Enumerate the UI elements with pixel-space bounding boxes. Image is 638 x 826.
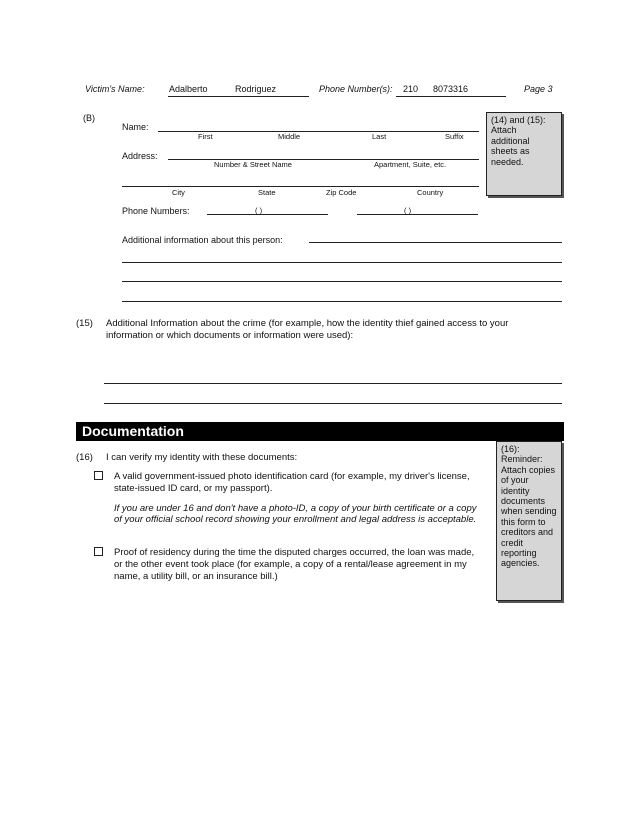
- option1-line2: state-issued ID card, or my passport).: [114, 483, 273, 494]
- proof-of-residency-checkbox[interactable]: [94, 547, 103, 556]
- additional-info-label: Additional information about this person:: [122, 235, 283, 245]
- option2-line2: or the other event took place (for example, a copy of a rental/lease agreement in my: [114, 559, 467, 570]
- phone-paren-2: ( ): [404, 206, 412, 215]
- city-state-field[interactable]: [122, 186, 479, 187]
- item-16-number: (16): [76, 452, 93, 463]
- photo-id-checkbox[interactable]: [94, 471, 103, 480]
- page-number: Page 3: [524, 84, 553, 94]
- additional-info-field-4[interactable]: [122, 301, 562, 302]
- option1-line1: A valid government-issued photo identification card (for example, my driver's license,: [114, 471, 470, 482]
- name-sublabel-suffix: Suffix: [445, 132, 464, 141]
- victim-name-underline: [168, 96, 309, 97]
- sublabel-state: State: [258, 188, 276, 197]
- additional-info-field-2[interactable]: [122, 262, 562, 263]
- documentation-banner: Documentation: [76, 422, 564, 441]
- name-sublabel-last: Last: [372, 132, 387, 141]
- address-sublabel-street: Number & Street Name: [214, 160, 292, 169]
- option1-note-line1: If you are under 16 and don't have a photo-ID, a copy of your birth certificate or a copy: [114, 503, 477, 514]
- sidebar-note-16: (16): Reminder: Attach copies of your identity documents when sending this form to creditors and credit reporting agencies.: [496, 441, 562, 601]
- name-label: Name:: [122, 122, 149, 132]
- phone-numbers-label: Phone Numbers:: [122, 206, 190, 216]
- section-b-marker: (B): [83, 113, 95, 123]
- victim-last-name[interactable]: Rodriguez: [235, 84, 277, 94]
- name-sublabel-middle: Middle: [278, 132, 301, 141]
- victim-first-name[interactable]: Adalberto: [169, 84, 208, 94]
- option1-note-line2: of your official school record showing your enrollment and legal address is acceptable.: [114, 514, 477, 525]
- sidebar-note-14-15: (14) and (15): Attach additional sheets as needed.: [486, 112, 562, 196]
- item-15-field-2[interactable]: [104, 403, 562, 404]
- sublabel-city: City: [172, 188, 185, 197]
- victim-name-label: Victim's Name:: [85, 84, 145, 94]
- item-15-text-line2: information or which documents or information were used):: [106, 330, 354, 341]
- item-15-text-line1: Additional Information about the crime (for example, how the identity thief gained access to your: [106, 318, 509, 329]
- address-sublabel-apartment: Apartment, Suite, etc.: [374, 160, 447, 169]
- sublabel-country: Country: [417, 188, 444, 197]
- option2-line3: name, a utility bill, or an insurance bill.): [114, 571, 278, 582]
- phone-field-1[interactable]: [207, 214, 328, 215]
- phone-field-2[interactable]: [357, 214, 478, 215]
- name-sublabel-first: First: [198, 132, 213, 141]
- sublabel-zip: Zip Code: [326, 188, 357, 197]
- phone-underline: [396, 96, 506, 97]
- phone-number-value[interactable]: 8073316: [433, 84, 469, 94]
- address-label: Address:: [122, 151, 158, 161]
- phone-paren-1: ( ): [255, 206, 263, 215]
- item-15-number: (15): [76, 318, 93, 329]
- item-15-field-1[interactable]: [104, 383, 562, 384]
- option2-line1: Proof of residency during the time the disputed charges occurred, the loan was made,: [114, 547, 475, 558]
- additional-info-field-3[interactable]: [122, 281, 562, 282]
- item-16-intro: I can verify my identity with these documents:: [106, 452, 298, 463]
- phone-number-label: Phone Number(s):: [319, 84, 393, 94]
- phone-area-code[interactable]: 210: [403, 84, 419, 94]
- additional-info-field-1[interactable]: [309, 242, 562, 243]
